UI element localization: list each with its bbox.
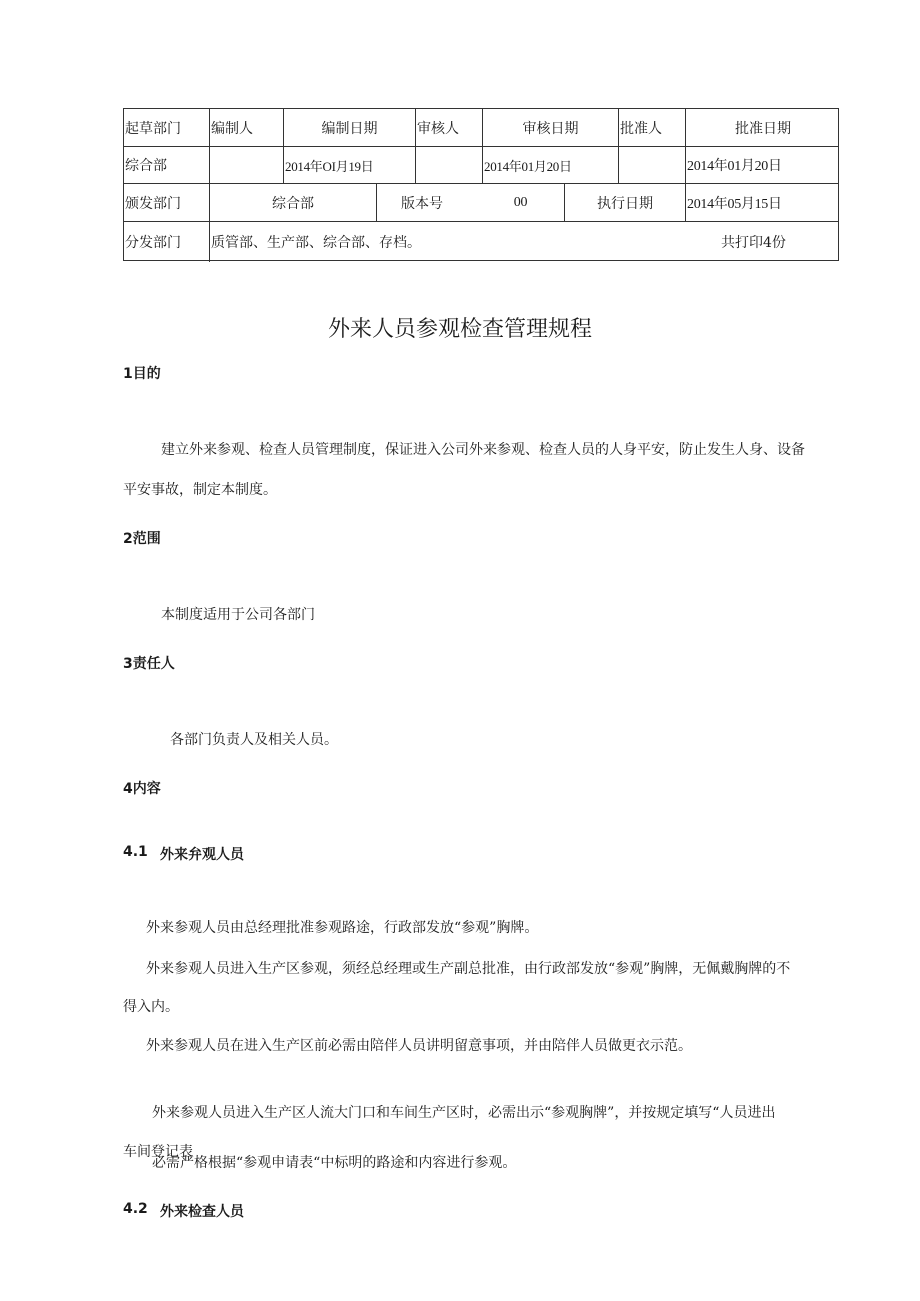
drafting-dept-value: 综合部 xyxy=(124,147,210,183)
effective-date-label: 执行日期 xyxy=(565,184,686,221)
paragraph: 建立外来参观、检查人员管理制度，保证进入公司外来参观、检查人员的人身平安，防止发生人身、设备 xyxy=(161,442,805,458)
table-row xyxy=(124,222,838,262)
author-label: 编制人 xyxy=(210,109,284,146)
table-row xyxy=(124,184,838,222)
table-row xyxy=(124,109,838,147)
paragraph: 平安事故，制定本制度。 xyxy=(123,482,277,498)
distribution-dept-value: 质管部、生产部、综合部、存档。 xyxy=(211,235,421,251)
table-row xyxy=(124,147,838,184)
author-value xyxy=(210,147,284,183)
review-date-value: 2014年01月20日 xyxy=(483,147,619,183)
section-4-1-heading: 外来弁观人员 xyxy=(160,847,244,863)
approver-value xyxy=(619,147,686,183)
paragraph: 外来参观人员进入生产区人流大门口和车间生产区时，必需出示“参观胸牌”，并按规定填写“人员进出 xyxy=(152,1105,776,1121)
paragraph: 得入内。 xyxy=(123,999,179,1015)
drafting-dept-label: 起草部门 xyxy=(124,109,210,146)
section-4-1-number: 4.1 xyxy=(123,844,148,860)
version-value: 00 xyxy=(477,184,565,221)
effective-date-value: 2014年05月15日 xyxy=(687,196,782,212)
print-count: 共打印4份 xyxy=(721,235,786,251)
paragraph: 外来参观人员进入生产区参观，须经总经理或生产副总批准，由行政部发放“参观”胸牌，无佩戴胸牌的不 xyxy=(146,961,791,977)
document-control-table xyxy=(123,108,839,261)
paragraph: 车间登记表 xyxy=(123,1144,193,1160)
issuing-dept-label: 颁发部门 xyxy=(124,184,210,221)
approval-date-label: 批准日期 xyxy=(735,120,791,137)
paragraph: 各部门负责人及相关人员。 xyxy=(170,732,338,748)
paragraph: 外来参观人员在进入生产区前必需由陪伴人员讲明留意事项，并由陪伴人员做更衣示范。 xyxy=(146,1038,692,1054)
issuing-dept-value: 综合部 xyxy=(210,184,377,221)
distribution-dept-label: 分发部门 xyxy=(124,222,210,262)
paragraph: 必需严格根据“参观申请表“中标明的路途和内容进行参观。 xyxy=(152,1155,517,1171)
reviewer-label: 审核人 xyxy=(416,109,483,146)
version-label: 版本号 xyxy=(401,195,443,212)
author-date-value: 2014年OI月19日 xyxy=(284,147,416,183)
reviewer-value xyxy=(416,147,483,183)
approval-date-value: 2014年01月20日 xyxy=(687,159,782,174)
section-4-2-number: 4.2 xyxy=(123,1201,148,1217)
author-date-label: 编制日期 xyxy=(284,109,416,146)
section-1-heading: 1目的 xyxy=(123,366,161,382)
paragraph: 外来参观人员由总经理批准参观路途，行政部发放“参观”胸牌。 xyxy=(146,920,539,936)
review-date-label: 审核日期 xyxy=(483,109,619,146)
section-4-heading: 4内容 xyxy=(123,781,161,797)
section-2-heading: 2范围 xyxy=(123,531,161,547)
section-3-heading: 3责任人 xyxy=(123,656,175,672)
paragraph: 本制度适用于公司各部门 xyxy=(161,607,315,623)
section-4-2-heading: 外来检查人员 xyxy=(160,1204,244,1220)
document-title: 外来人员参观检查管理规程 xyxy=(327,317,592,342)
approver-label: 批准人 xyxy=(619,109,686,146)
